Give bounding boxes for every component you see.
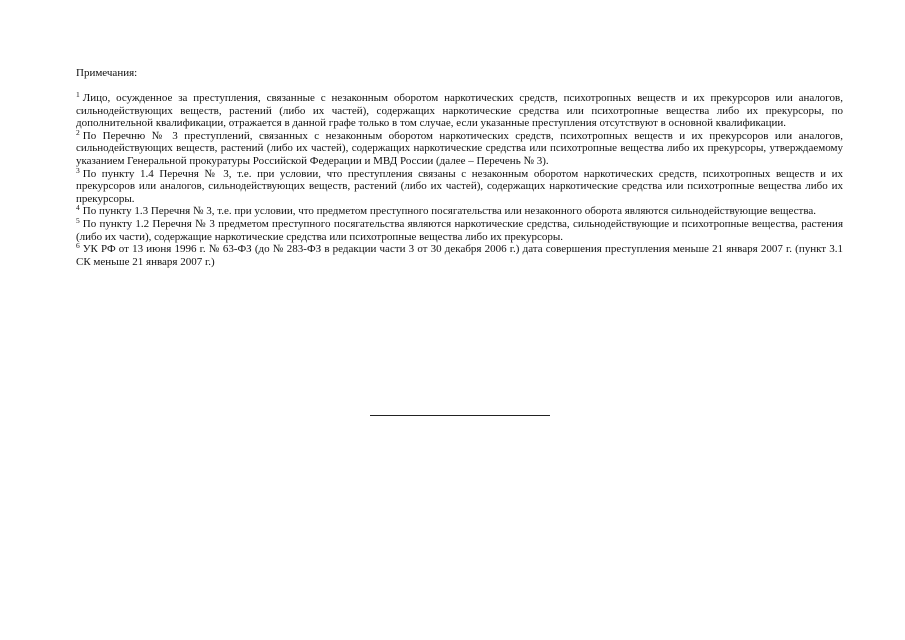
note-1 bbox=[76, 92, 843, 130]
note-5 bbox=[76, 215, 843, 243]
note-3 bbox=[76, 165, 843, 206]
note-text: По пункту 1.2 Перечня № 3 предметом преступного посягательства являются наркотические средства, сильнодействующие и психотропные вещества, растения (либо их части), содержащие наркотические средства или психотропные вещества либо их прекурсоры. bbox=[76, 217, 843, 243]
note-text: Лицо, осужденное за преступления, связанные с незаконным оборотом наркотических средств, психотропных веществ и их прекурсоров или аналогов, сильнодействующих веществ, растений (либо их частей), содержащих наркотические средства или психотропные вещества либо их прекурсоры, по дополнительной квалификации, отражается в данной графе только в том случае, если указанные преступления отсутствуют в основной квалификации. bbox=[76, 92, 843, 130]
notes-heading: Примечания: bbox=[76, 67, 138, 79]
note-text: По пункту 1.4 Перечня № 3, т.е. при условии, что преступления связаны с незаконным оборотом наркотических средств, психотропных веществ и их прекурсоров или аналогов, сильнодействующих веществ, растений (либо их частей), содержащих наркотические средства или психотропные вещества либо их прекурсоры. bbox=[76, 167, 843, 205]
note-2 bbox=[76, 127, 843, 168]
note-marker: 2 bbox=[76, 127, 80, 137]
note-6 bbox=[76, 243, 843, 268]
note-marker: 4 bbox=[76, 203, 80, 213]
note-marker: 5 bbox=[76, 215, 80, 225]
section-divider bbox=[370, 415, 550, 416]
note-4 bbox=[76, 205, 843, 218]
note-marker: 3 bbox=[76, 165, 80, 175]
note-text: По Перечню № 3 преступлений, связанных с незаконным оборотом наркотических средств, психотропных веществ и их прекурсоров или аналогов, сильнодействующих веществ, растений (либо их частей), содержащих наркотические средства или психотропные вещества либо их прекурсоры, утверждаемому указанием Генеральной прокуратуры Российской Федерации и МВД России (далее – Перечень № 3). bbox=[76, 129, 843, 167]
note-marker: 1 bbox=[76, 90, 80, 99]
note-text: УК РФ от 13 июня 1996 г. № 63-ФЗ (до № 283-ФЗ в редакции части 3 от 30 декабря 2006 г.) дата совершения преступления меньше 21 января 2007 г. (пункт 3.1 СК меньше 21 января 2007 г.) bbox=[76, 243, 843, 268]
note-text: По пункту 1.3 Перечня № 3, т.е. при условии, что предметом преступного посягательства или незаконного оборота являются сильнодействующие вещества. bbox=[82, 205, 817, 218]
notes-list bbox=[76, 92, 843, 268]
note-marker: 6 bbox=[76, 241, 80, 251]
